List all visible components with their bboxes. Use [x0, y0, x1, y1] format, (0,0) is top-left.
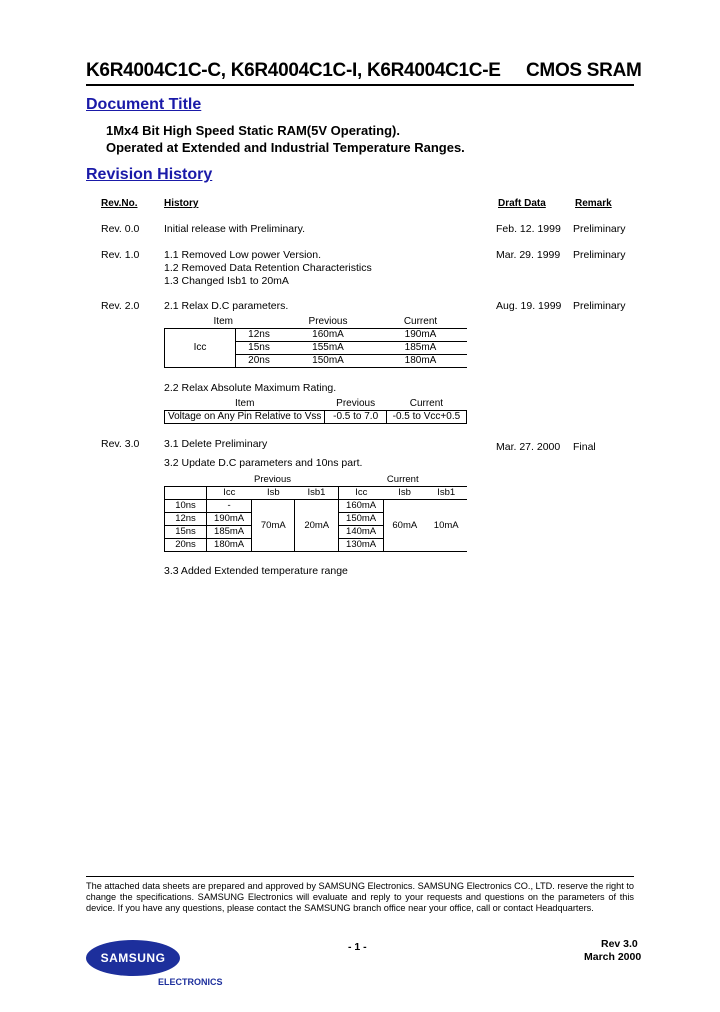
table-cell: 20mA: [295, 500, 339, 552]
rev-1-0-date: Mar. 29. 1999: [496, 249, 561, 261]
table-cell: 190mA: [374, 329, 467, 342]
rev-1-0-number: Rev. 1.0: [101, 249, 140, 261]
header-rule: [86, 84, 634, 86]
table-cell: 160mA: [282, 329, 374, 342]
document-title-line-1: 1Mx4 Bit High Speed Static RAM(5V Operating).: [106, 123, 400, 138]
table-cell: 160mA: [339, 500, 384, 513]
table-cell: 140mA: [339, 526, 384, 539]
table-row: [165, 411, 467, 424]
rev-0-0-number: Rev. 0.0: [101, 223, 140, 235]
table-cell-speed: 10ns: [165, 500, 207, 513]
product-category: CMOS SRAM: [526, 60, 642, 81]
rev-1-0-history-3: 1.3 Changed Isb1 to 20mA: [164, 275, 289, 287]
table-cell: 20ns: [248, 355, 270, 366]
table-subheader-cell: Isb1: [437, 487, 456, 498]
rev-3-0-history-1: 3.1 Delete Preliminary: [164, 438, 268, 450]
table-cell: 70mA: [252, 500, 295, 552]
table-row: [165, 500, 468, 513]
rev-2-0-history-2: 2.2 Relax Absolute Maximum Rating.: [164, 382, 337, 394]
table-header-current: Current: [409, 398, 444, 409]
col-remark: Remark: [575, 198, 612, 209]
table-header-row: [165, 316, 468, 329]
electronics-label: ELECTRONICS: [158, 977, 223, 987]
part-numbers-title: K6R4004C1C-C, K6R4004C1C-I, K6R4004C1C-E: [86, 60, 501, 81]
rev-2-0-date: Aug. 19. 1999: [496, 300, 562, 312]
table-header-current: Current: [386, 474, 419, 485]
rev-1-0-history-2: 1.2 Removed Data Retention Characteristics: [164, 262, 372, 274]
table-header-item: Item: [234, 398, 255, 409]
table-cell: 60mA: [384, 500, 426, 552]
rev-3-0-date: Mar. 27. 2000: [496, 441, 561, 453]
rev-2-0-number: Rev. 2.0: [101, 300, 140, 312]
table-cell: 12ns: [236, 329, 283, 342]
rev-3-0-history-2: 3.2 Update D.C parameters and 10ns part.: [164, 457, 363, 469]
table-header-row: [165, 398, 467, 411]
footer-disclaimer: The attached data sheets are prepared and approved by SAMSUNG Electronics. SAMSUNG Electronics CO., LTD. reserve the right to change the specifications. SAMSUNG Electronics will evaluate and reply to your requests and questions on the parameters of this device. If you have any questions, please contact the SAMSUNG branch office near your office, call or contact Headquarters.: [86, 881, 634, 913]
table-cell: 15ns: [236, 342, 283, 355]
table-header-row: [165, 474, 468, 487]
table-subheader-cell: Icc: [339, 487, 384, 500]
table-header-previous: Previous: [308, 316, 348, 327]
table-cell: 180mA: [207, 539, 252, 552]
dc-parameters-table: [164, 474, 467, 552]
rev-3-0-history-3: 3.3 Added Extended temperature range: [164, 565, 348, 577]
rev-0-0-remark: Preliminary: [573, 223, 626, 235]
table-cell: -0.5 to Vcc+0.5: [386, 411, 466, 424]
table-cell: 185mA: [207, 526, 252, 539]
table-subheader-cell: Isb: [266, 487, 280, 498]
document-title-heading: Document Title: [86, 96, 202, 113]
table-cell-item: Icc: [165, 329, 236, 368]
table-cell-speed: 15ns: [165, 526, 207, 539]
col-rev-no: Rev.No.: [101, 198, 138, 209]
table-subheader-cell: Icc: [207, 487, 252, 500]
footer-rev: Rev 3.0: [601, 938, 638, 950]
document-title-line-2: Operated at Extended and Industrial Temperature Ranges.: [106, 140, 465, 155]
rev-2-0-history-1: 2.1 Relax D.C parameters.: [164, 300, 289, 312]
table-cell: 130mA: [339, 539, 384, 552]
table-cell: 185mA: [374, 342, 467, 355]
table-cell: 180mA: [404, 355, 437, 366]
table-cell-speed: 20ns: [165, 539, 207, 552]
table-cell: 150mA: [312, 355, 344, 366]
table-subheader-cell: Isb1: [307, 487, 326, 498]
table-header-current: Current: [403, 316, 438, 327]
table-cell: 190mA: [207, 513, 252, 526]
samsung-logo: [86, 940, 180, 976]
table-cell: 155mA: [282, 342, 374, 355]
table-cell-speed: 12ns: [165, 513, 207, 526]
table-cell: Voltage on Any Pin Relative to Vss: [165, 411, 325, 424]
table-cell: 150mA: [339, 513, 384, 526]
absolute-max-table: [164, 398, 467, 424]
table-subheader-cell: Isb: [398, 487, 411, 498]
table-row: [165, 329, 468, 342]
col-draft-date: Draft Data: [498, 198, 546, 209]
rev-0-0-history: Initial release with Preliminary.: [164, 223, 306, 235]
revision-history-heading: Revision History: [86, 166, 213, 183]
icc-comparison-table: [164, 316, 467, 368]
rev-0-0-date: Feb. 12. 1999: [496, 223, 561, 235]
footer-date: March 2000: [584, 951, 642, 963]
table-subheader-row: [165, 487, 468, 500]
samsung-logo-text: SAMSUNG: [100, 951, 166, 965]
col-history: History: [164, 198, 199, 209]
table-cell: 10mA: [433, 519, 459, 531]
page-number: - 1 -: [348, 941, 367, 953]
table-cell: -0.5 to 7.0: [325, 411, 386, 424]
rev-1-0-remark: Preliminary: [573, 249, 626, 261]
footer-rule: [86, 876, 634, 877]
rev-3-0-remark: Final: [573, 441, 596, 453]
table-header-item: Item: [213, 316, 233, 327]
rev-1-0-history-1: 1.1 Removed Low power Version.: [164, 249, 322, 261]
rev-3-0-number: Rev. 3.0: [101, 438, 140, 450]
table-header-previous: Previous: [254, 474, 291, 485]
table-header-previous: Previous: [336, 398, 376, 409]
rev-2-0-remark: Preliminary: [573, 300, 626, 312]
table-cell: -: [207, 500, 252, 513]
